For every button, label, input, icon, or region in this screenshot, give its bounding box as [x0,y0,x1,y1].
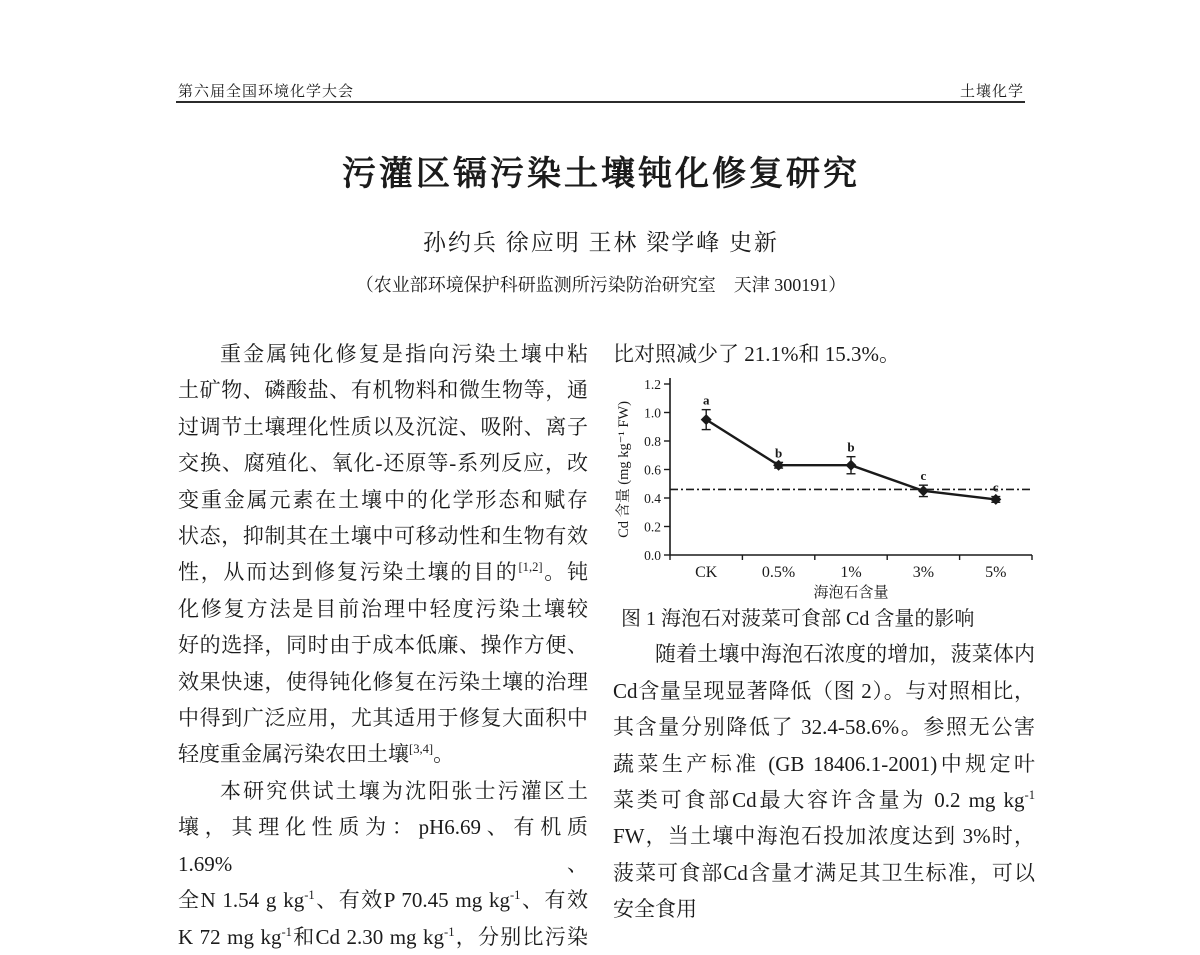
x-axis-title: 海泡石含量 [813,585,889,602]
text-line: 全N 1.54 g $kg^{-1}$、有效P 70.45 mg $kg^{-1}$、有效 [178,888,589,913]
significance-letter: b [847,440,855,456]
header-section: 土壤化学 [959,84,1024,100]
data-point-marker [990,494,1001,505]
header-conference: 第六届全国环境化学大会 [178,84,355,100]
right-paragraph [613,636,1035,927]
significance-letter: c [992,479,999,495]
text-line: 效果快速，使得钝化修复在污染土壤的治理 [178,669,588,694]
text-line: 随着土壤中海泡石浓度的增加，菠菜体内 [655,642,1035,667]
svg-text:CK: CK [695,564,718,582]
text-line: 比对照减少了 21.1%和 15.3%。 [613,342,900,366]
text-line: 状态，抑制其在土壤中可移动性和生物有效 [178,524,588,549]
text-line: Cd含量呈现显著降低（图 2）。与对照相比， [613,678,1035,703]
svg-text:1.0: 1.0 [644,405,661,421]
text-line: 变重金属元素在土壤中的化学形态和赋存 [178,487,588,512]
svg-text:0.6: 0.6 [644,462,661,478]
right-column [613,336,1035,928]
svg-text:5%: 5% [985,564,1007,582]
text-line: 壤，其理化性质为：pH6.69、有机质 1.69%、 [178,815,588,876]
text-line: 蔬菜生产标准 (GB 18406.1-2001)中规定叶 [613,751,1035,776]
data-point-marker [918,486,929,497]
svg-text:0.4: 0.4 [644,491,661,507]
right-intro [613,336,1035,372]
svg-text:0.0: 0.0 [644,548,661,564]
significance-letter: b [774,445,783,461]
cd-chart-svg [613,372,1037,602]
text-line: 好的选择，同时由于成本低廉、操作方便、 [178,633,588,658]
svg-text:0.2: 0.2 [644,519,661,535]
y-axis-title: Cd 含量 (mg kg⁻¹ FW) [616,401,632,539]
svg-text:3%: 3% [912,564,935,582]
svg-text:0.8: 0.8 [644,434,661,450]
left-column [178,336,588,955]
data-point-marker [846,460,857,471]
header-rule [176,101,1025,103]
svg-text:1.2: 1.2 [644,377,661,393]
authors-line: 孙约兵 徐应明 王林 梁学峰 史新 [423,230,779,255]
text-line: FW，当土壤中海泡石投加浓度达到 3%时， [613,824,1035,849]
text-line: 菜类可食部Cd最大容许含量为 0.2 mg $kg^{-1}$ [613,788,1035,813]
cd-line-chart [613,372,1037,602]
significance-letter: c [920,468,927,484]
text-line: 菠菜可食部Cd含量才满足其卫生标准，可以 [613,860,1035,885]
text-line: K 72 mg $kg^{-1}$和Cd 2.30 mg $kg^{-1}$，分别比污染 [178,924,589,949]
figure-caption: 图 1 海泡石对菠菜可食部 Cd 含量的影响 [621,608,975,631]
text-line: 重金属钝化修复是指向污染土壤中粘 [220,342,588,366]
text-line: 交换、腐殖化、氧化-还原等-系列反应，改 [178,451,588,476]
data-point-marker [773,460,784,471]
text-line: 安全食用 [613,897,697,922]
text-line: 轻度重金属污染农田土壤[3,4]。 [178,742,455,767]
text-line: 化修复方法是目前治理中轻度污染土壤较 [178,596,588,621]
text-line: 中得到广泛应用，尤其适用于修复大面积中 [178,706,588,731]
data-point-marker [701,415,712,426]
svg-text:0.5%: 0.5% [761,564,796,582]
page-header [178,80,1024,101]
affiliation-line: （农业部环境保护科研监测所污染防治研究室 天津 300191） [355,275,847,295]
svg-text:1%: 1% [840,564,862,582]
text-line: 本研究供试土壤为沈阳张士污灌区土 [220,778,588,803]
text-line: 过调节土壤理化性质以及沉淀、吸附、离子 [178,414,588,439]
text-line: 性，从而达到修复污染土壤的目的[1,2]。钝 [178,560,589,585]
text-line: 土矿物、磷酸盐、有机物料和微生物等，通 [178,378,588,403]
significance-letter: a [702,393,710,409]
paper-title: 污灌区镉污染土壤钝化修复研究 [342,156,860,193]
text-line: 其含量分别降低了 32.4-58.6%。参照无公害 [613,715,1035,740]
